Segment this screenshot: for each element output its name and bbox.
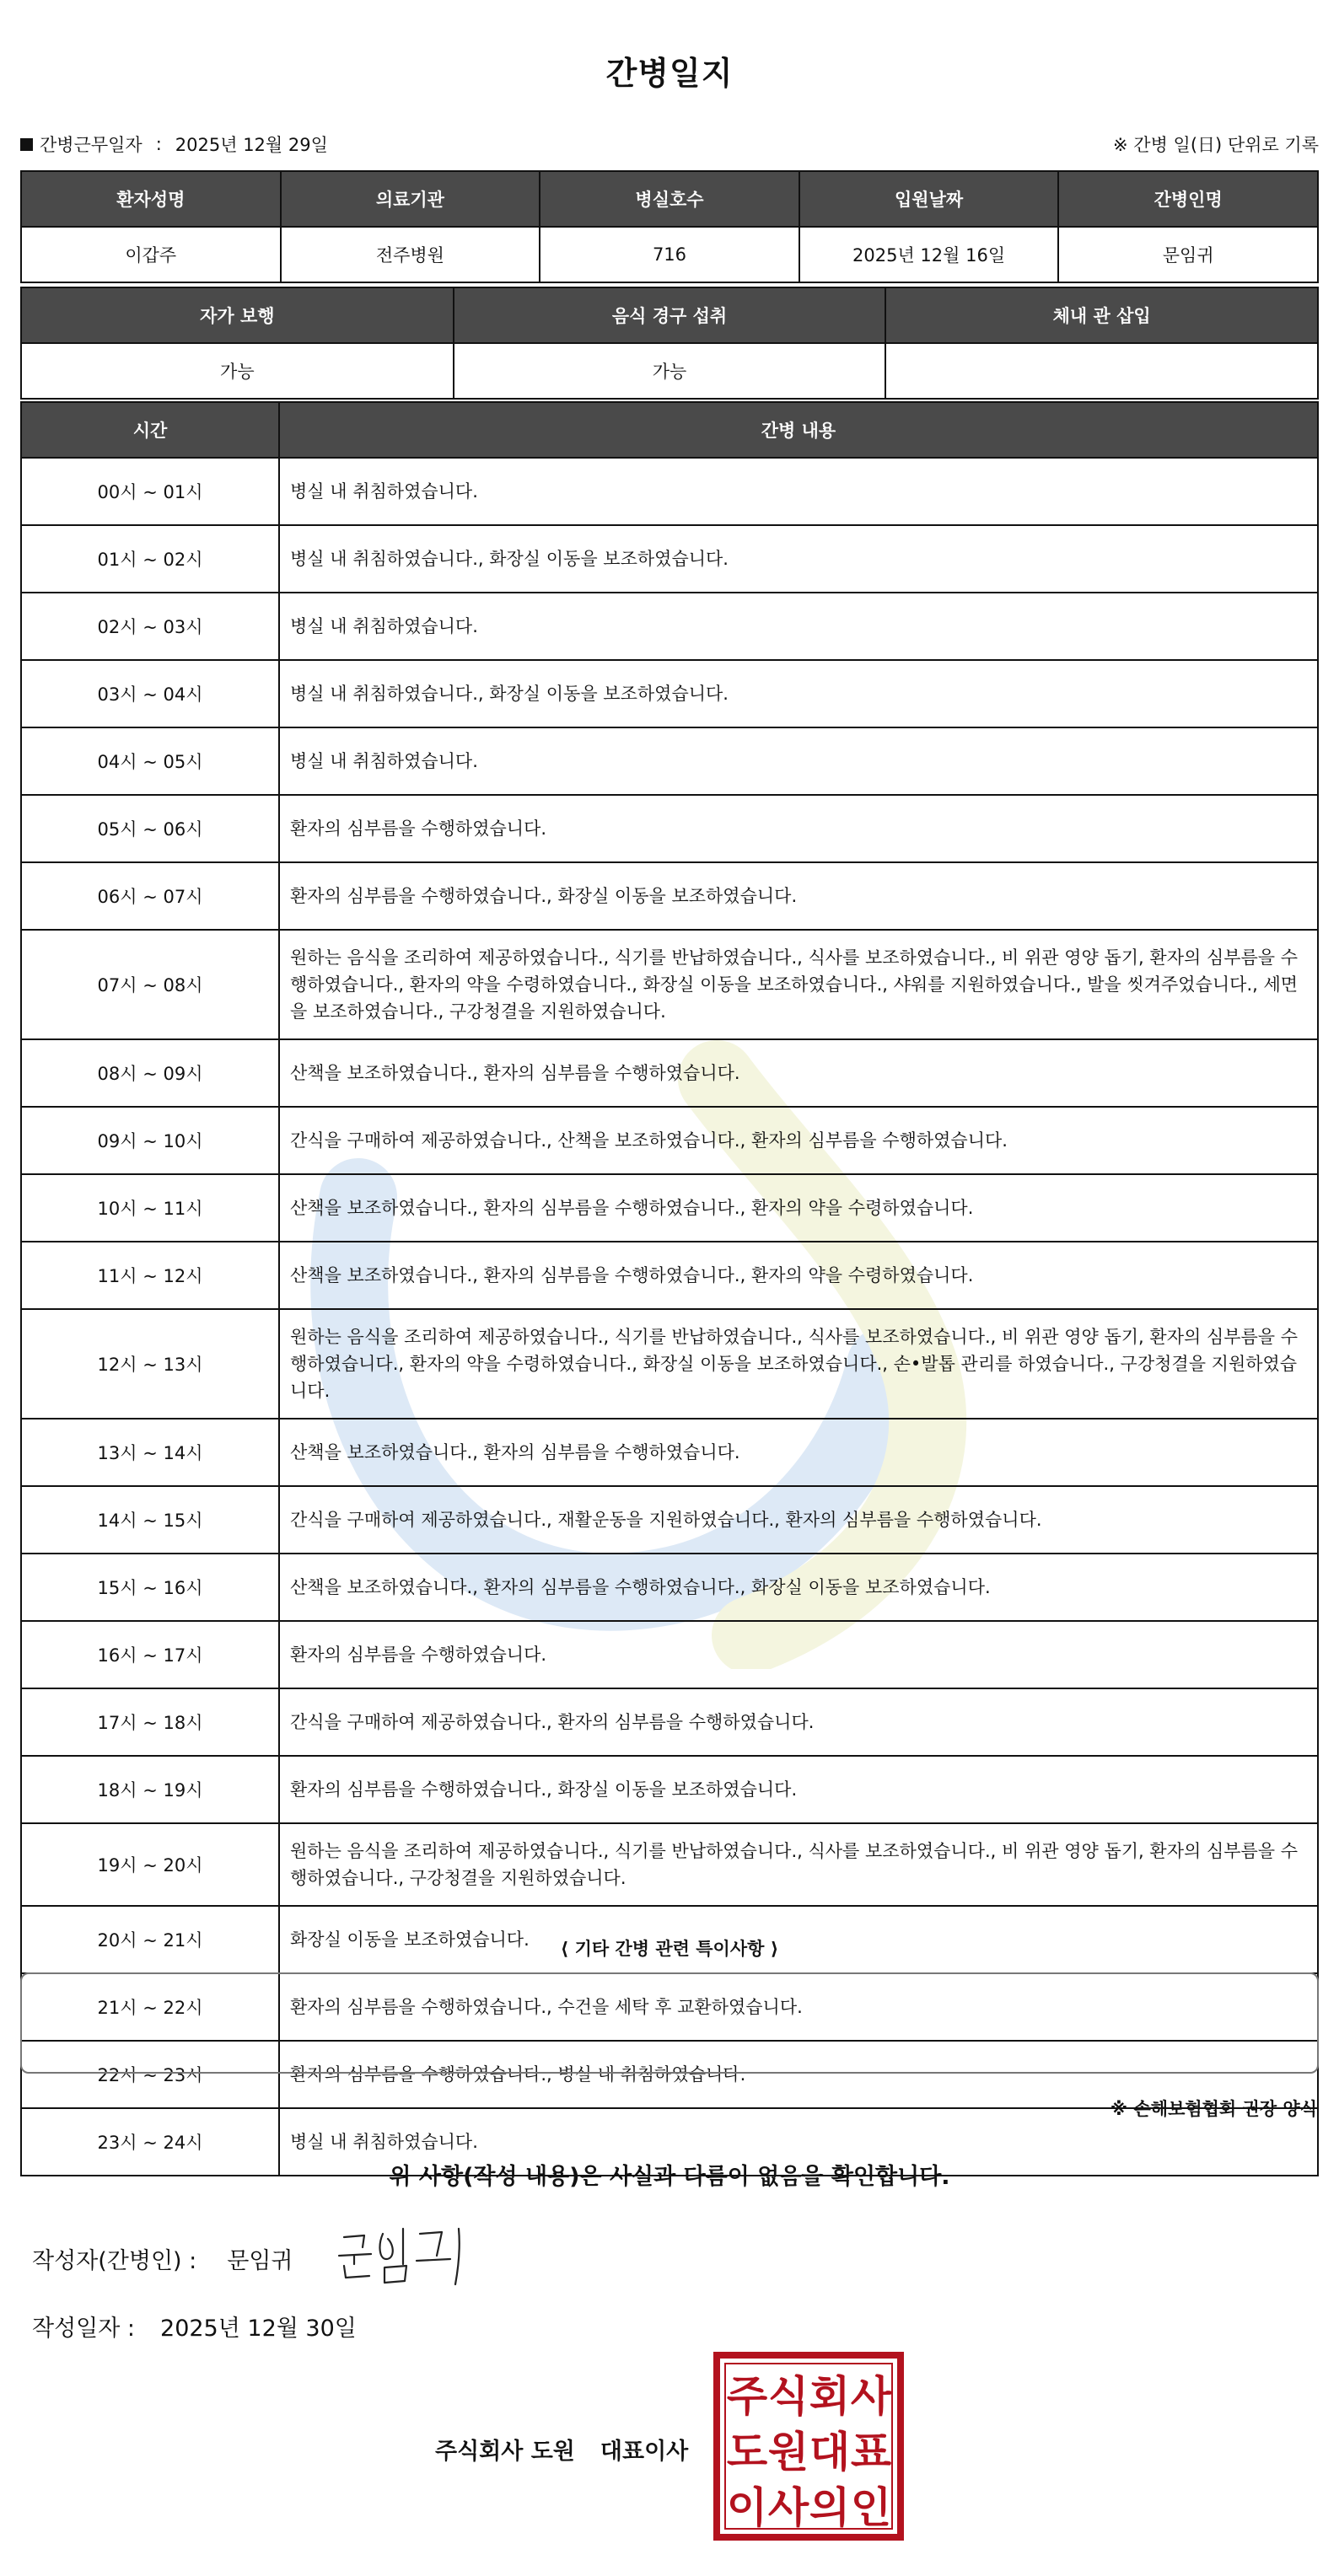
table-row (21, 343, 1318, 399)
writer-name: 문임귀 (227, 2248, 293, 2274)
care-content: 산책을 보조하였습니다., 환자의 심부름을 수행하였습니다., 화장실 이동을 보조하였습니다. (279, 1554, 1318, 1621)
company-role: 대표이사 (600, 2439, 689, 2465)
table-row (21, 1688, 1318, 1756)
oral-intake-value: 가능 (454, 343, 886, 399)
room-number: 716 (540, 227, 799, 282)
care-content: 병실 내 취침하였습니다. (279, 2108, 1318, 2176)
table-row (21, 660, 1318, 727)
care-content: 환자의 심부름을 수행하였습니다., 화장실 이동을 보조하였습니다. (279, 862, 1318, 930)
table-row (21, 1309, 1318, 1419)
time-slot: 10시 ~ 11시 (21, 1174, 279, 1242)
hospital-name: 전주병원 (281, 227, 540, 282)
time-slot: 11시 ~ 12시 (21, 1242, 279, 1309)
care-content: 원하는 음식을 조리하여 제공하였습니다., 식기를 반납하였습니다., 식사를 보조하였습니다., 비 위관 영양 돕기, 환자의 심부름을 수행하였습니다., 구강청결을 지원하였습니다. (279, 1823, 1318, 1906)
care-content: 화장실 이동을 보조하였습니다. (279, 1906, 1318, 1973)
company-seal-stamp (713, 2352, 904, 2541)
time-slot: 20시 ~ 21시 (21, 1906, 279, 1973)
time-slot: 19시 ~ 20시 (21, 1823, 279, 1906)
seal-glyph: 사 (767, 2483, 809, 2532)
remarks-box (20, 1972, 1319, 2074)
table-header-row (21, 402, 1318, 458)
table-row (21, 458, 1318, 525)
remarks-title: ⟨ 기타 간병 관련 특이사항 ⟩ (560, 1939, 779, 1959)
work-date-value: 2025년 12월 29일 (175, 135, 328, 155)
header-admission-date: 입원날짜 (799, 171, 1059, 227)
table-row (21, 525, 1318, 593)
patient-ability-table (20, 287, 1319, 400)
seal-glyph: 표 (850, 2428, 892, 2477)
written-date-label: 작성일자 : (32, 2316, 136, 2342)
patient-name: 이갑주 (21, 227, 281, 282)
seal-glyph: 주 (726, 2372, 768, 2421)
header-oral-intake: 음식 경구 섭취 (454, 287, 886, 343)
header-room: 병실호수 (540, 171, 799, 227)
table-header-row (21, 287, 1318, 343)
seal-glyph: 이 (726, 2483, 768, 2532)
care-content: 산책을 보조하였습니다., 환자의 심부름을 수행하였습니다., 환자의 약을 수령하였습니다. (279, 1242, 1318, 1309)
header-self-walking: 자가 보행 (21, 287, 454, 343)
table-row (21, 1756, 1318, 1823)
care-content: 간식을 구매하여 제공하였습니다., 재활운동을 지원하였습니다., 환자의 심부름을 수행하였습니다. (279, 1486, 1318, 1554)
care-content: 산책을 보조하였습니다., 환자의 심부름을 수행하였습니다., 환자의 약을 수령하였습니다. (279, 1174, 1318, 1242)
table-row (21, 1486, 1318, 1554)
table-row (21, 862, 1318, 930)
care-content: 원하는 음식을 조리하여 제공하였습니다., 식기를 반납하였습니다., 식사를 보조하였습니다., 비 위관 영양 돕기, 환자의 심부름을 수행하였습니다., 환자의 약을 수령하였습니다., 화장실 이동을 보조하였습니다., 손•발톱 관리를 하였습니다., 구강청결을 지원하였습니다. (279, 1309, 1318, 1419)
time-slot: 09시 ~ 10시 (21, 1107, 279, 1174)
table-row (21, 1039, 1318, 1107)
meta-row (20, 131, 1319, 157)
time-slot: 18시 ~ 19시 (21, 1756, 279, 1823)
care-content: 환자의 심부름을 수행하였습니다. (279, 1621, 1318, 1688)
time-slot: 16시 ~ 17시 (21, 1621, 279, 1688)
time-slot: 12시 ~ 13시 (21, 1309, 279, 1419)
table-row (21, 1554, 1318, 1621)
time-slot: 22시 ~ 23시 (21, 2041, 279, 2108)
table-row (21, 1107, 1318, 1174)
written-date-row (32, 2310, 357, 2343)
time-slot: 15시 ~ 16시 (21, 1554, 279, 1621)
page-title: 간병일지 (605, 55, 734, 92)
care-content: 환자의 심부름을 수행하였습니다. (279, 795, 1318, 862)
writer-label: 작성자(간병인) : (32, 2248, 197, 2274)
company-name: 주식회사 도원 (435, 2439, 575, 2465)
time-slot: 06시 ~ 07시 (21, 862, 279, 930)
seal-glyph: 도 (726, 2428, 768, 2477)
care-log-body (21, 458, 1318, 2176)
self-walking-value: 가능 (21, 343, 454, 399)
table-row (21, 1242, 1318, 1309)
tube-insertion-value (885, 343, 1318, 399)
work-date-label: 간병근무일자 (40, 135, 143, 155)
seal-glyph: 인 (850, 2483, 892, 2532)
table-row (21, 727, 1318, 795)
care-content: 원하는 음식을 조리하여 제공하였습니다., 식기를 반납하였습니다., 식사를 보조하였습니다., 비 위관 영양 돕기, 환자의 심부름을 수행하였습니다., 환자의 약을 수령하였습니다., 화장실 이동을 보조하였습니다., 샤워를 지원하였습니다., 발을 씻겨주었습니다., 세면을 보조하였습니다., 구강청결을 지원하였습니다. (279, 930, 1318, 1039)
table-row (21, 227, 1318, 282)
written-date-value: 2025년 12월 30일 (160, 2316, 357, 2342)
care-content: 산책을 보조하였습니다., 환자의 심부름을 수행하였습니다. (279, 1419, 1318, 1486)
table-row (21, 795, 1318, 862)
table-row (21, 593, 1318, 660)
time-slot: 00시 ~ 01시 (21, 458, 279, 525)
time-slot: 17시 ~ 18시 (21, 1688, 279, 1756)
header-patient-name: 환자성명 (21, 171, 281, 227)
work-date-separator: : (155, 134, 162, 154)
table-row (21, 1823, 1318, 1906)
time-slot: 03시 ~ 04시 (21, 660, 279, 727)
time-slot: 01시 ~ 02시 (21, 525, 279, 593)
table-row (21, 1419, 1318, 1486)
header-caregiver-name: 간병인명 (1058, 171, 1318, 227)
table-header-row (21, 171, 1318, 227)
header-hospital: 의료기관 (281, 171, 540, 227)
patient-info-table (20, 170, 1319, 283)
time-slot: 23시 ~ 24시 (21, 2108, 279, 2176)
care-content: 병실 내 취침하였습니다. (279, 593, 1318, 660)
admission-date: 2025년 12월 16일 (799, 227, 1059, 282)
time-slot: 13시 ~ 14시 (21, 1419, 279, 1486)
seal-glyph: 식 (767, 2372, 809, 2421)
time-slot: 21시 ~ 22시 (21, 1973, 279, 2041)
care-log-table (20, 401, 1319, 2176)
care-content: 간식을 구매하여 제공하였습니다., 환자의 심부름을 수행하였습니다. (279, 1688, 1318, 1756)
time-slot: 02시 ~ 03시 (21, 593, 279, 660)
seal-glyph: 대 (809, 2428, 851, 2477)
time-slot: 05시 ~ 06시 (21, 795, 279, 862)
care-content: 병실 내 취침하였습니다., 화장실 이동을 보조하였습니다. (279, 660, 1318, 727)
care-content: 산책을 보조하였습니다., 환자의 심부름을 수행하였습니다. (279, 1039, 1318, 1107)
care-content: 환자의 심부름을 수행하였습니다., 수건을 세탁 후 교환하였습니다. (279, 1973, 1318, 2041)
care-content: 병실 내 취침하였습니다. (279, 458, 1318, 525)
company-signature-line (435, 2433, 688, 2466)
square-bullet-icon (20, 138, 33, 151)
handwritten-signature (332, 2222, 476, 2289)
header-care-content: 간병 내용 (279, 402, 1318, 458)
care-content: 환자의 심부름을 수행하였습니다., 화장실 이동을 보조하였습니다. (279, 1756, 1318, 1823)
header-time: 시간 (21, 402, 279, 458)
care-content: 병실 내 취침하였습니다. (279, 727, 1318, 795)
table-row (21, 1174, 1318, 1242)
table-row (21, 930, 1318, 1039)
care-content: 환자의 심부름을 수행하였습니다., 병실 내 취침하였습니다. (279, 2041, 1318, 2108)
care-content: 병실 내 취침하였습니다., 화장실 이동을 보조하였습니다. (279, 525, 1318, 593)
form-note: ※ 손해보험협회 권장 양식 (1110, 2099, 1317, 2119)
seal-glyph: 의 (809, 2483, 851, 2532)
header-tube-insertion: 체내 관 삽입 (885, 287, 1318, 343)
seal-glyph: 원 (767, 2428, 809, 2477)
time-slot: 04시 ~ 05시 (21, 727, 279, 795)
table-row (21, 1621, 1318, 1688)
time-slot: 07시 ~ 08시 (21, 930, 279, 1039)
caregiver-name: 문임귀 (1058, 227, 1318, 282)
writer-row (32, 2242, 293, 2275)
unit-note: ※ 간병 일(日) 단위로 기록 (1113, 135, 1319, 155)
seal-glyph: 회 (809, 2372, 851, 2421)
confirmation-statement: 위 사항(작성 내용)은 사실과 다름이 없음을 확인합니다. (389, 2164, 950, 2190)
time-slot: 08시 ~ 09시 (21, 1039, 279, 1107)
time-slot: 14시 ~ 15시 (21, 1486, 279, 1554)
seal-glyph: 사 (850, 2372, 892, 2421)
care-content: 간식을 구매하여 제공하였습니다., 산책을 보조하였습니다., 환자의 심부름을 수행하였습니다. (279, 1107, 1318, 1174)
work-date (20, 131, 328, 157)
